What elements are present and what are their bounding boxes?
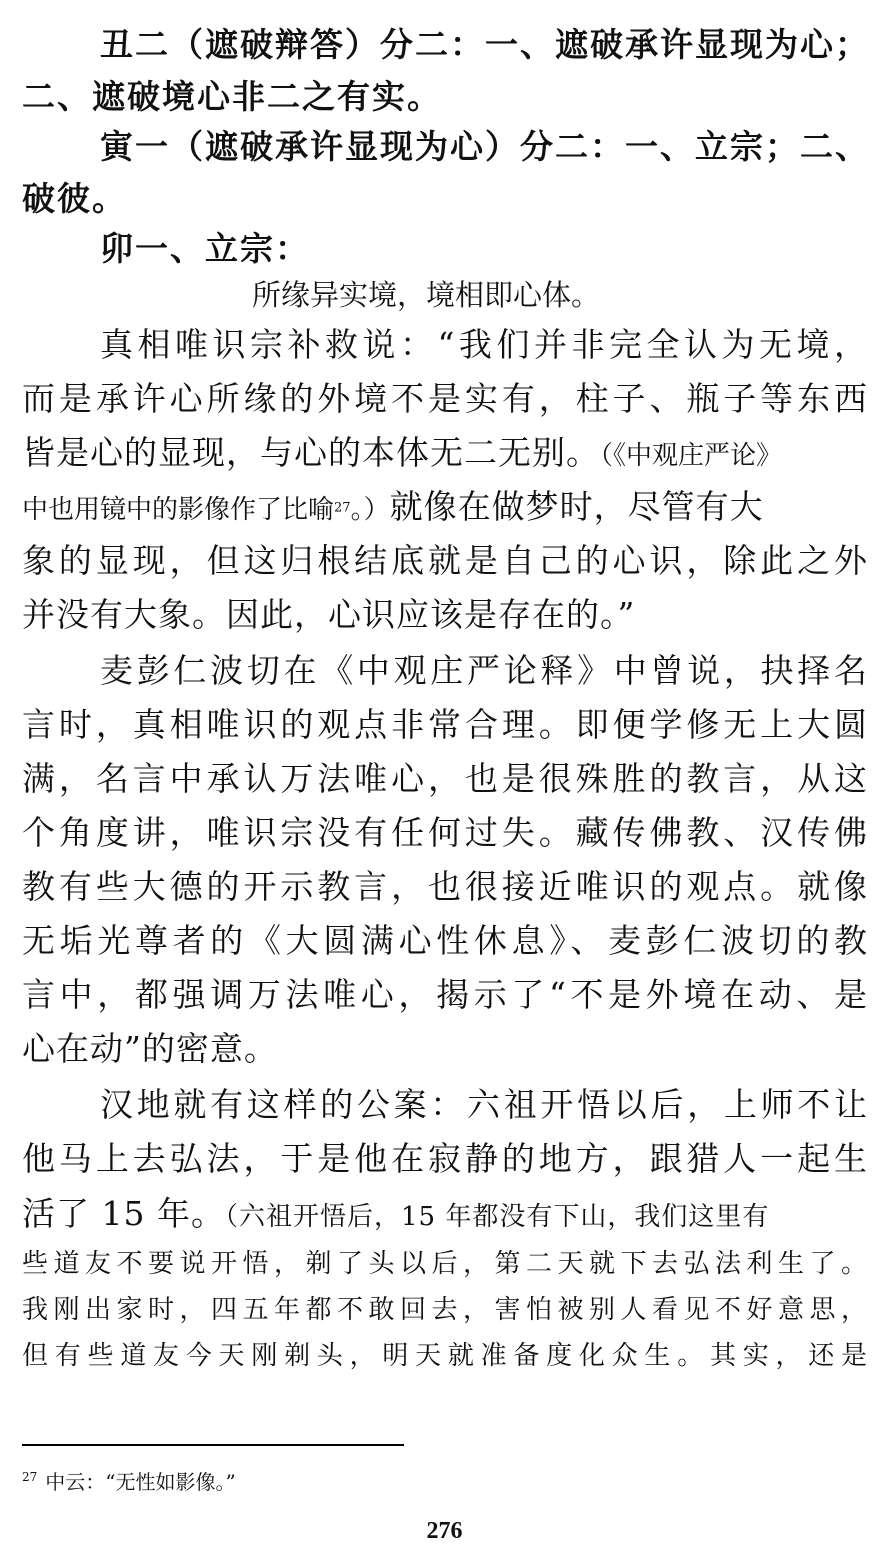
para1-line4-note: 中也用镜中的影像作了比喻 — [22, 495, 335, 525]
para2-line4: 个角度讲，唯识宗没有任何过失。藏传佛教、汉传佛 — [22, 813, 868, 852]
para1-line2: 而是承许心所缘的外境不是实有，柱子、瓶子等东西 — [22, 379, 868, 418]
footnote-separator — [22, 1444, 404, 1446]
section-heading-1-cont: 二、遮破境心非二之有实。 — [22, 77, 442, 116]
verse-line: 所缘异实境，境相即心体。 — [252, 278, 601, 312]
para3-line2: 他马上去弘法，于是他在寂静的地方，跟猎人一起生 — [22, 1139, 868, 1178]
section-heading-3: 卯一、立宗： — [100, 229, 310, 268]
para1-line3-text: 皆是心的显现，与心的本体无二无别。 — [22, 433, 600, 472]
para3-line5: 我刚出家时，四五年都不敢回去，害怕被别人看见不好意思， — [22, 1295, 868, 1325]
section-heading-2: 寅一（遮破承许显现为心）分二：一、立宗；二、 — [100, 127, 870, 166]
para1-line3 — [22, 433, 868, 472]
para2-line1: 麦彭仁波切在《中观庄严论释》中曾说，抉择名 — [100, 651, 868, 690]
para3-line3-text: 活了 15 年。 — [22, 1194, 225, 1233]
para3-line3 — [22, 1194, 868, 1233]
footnote — [22, 1466, 236, 1495]
para2-line7: 言中，都强调万法唯心，揭示了“不是外境在动、是 — [22, 975, 868, 1014]
section-heading-2-cont: 破彼。 — [22, 179, 127, 218]
para1-line6: 并没有大象。因此，心识应该是存在的。” — [22, 595, 636, 634]
para1-line4-note-end: 。） — [350, 495, 390, 525]
para1-line3-note: （《中观庄严论》 — [600, 441, 783, 471]
para3-line3-note: （六祖开悟后，15 年都没有下山，我们这里有 — [224, 1202, 770, 1232]
footnote-number: 27 — [22, 1470, 38, 1485]
footnote-text: 中云：“无性如影像。” — [45, 1470, 236, 1494]
para1-line5: 象的显现，但这归根结底就是自己的心识，除此之外 — [22, 541, 868, 580]
para1-line4 — [22, 487, 868, 526]
para2-line8: 心在动”的密意。 — [22, 1029, 278, 1068]
para3-line1: 汉地就有这样的公案：六祖开悟以后，上师不让 — [100, 1085, 868, 1124]
para1-line4-text: 就像在做梦时，尽管有大 — [389, 487, 764, 526]
para2-line2: 言时，真相唯识的观点非常合理。即便学修无上大圆 — [22, 705, 868, 744]
para3-line6: 但有些道友今天刚剃头，明天就准备度化众生。其实，还是 — [22, 1341, 868, 1371]
para1-line1: 真相唯识宗补救说：“我们并非完全认为无境， — [100, 325, 868, 364]
para2-line3: 满，名言中承认万法唯心，也是很殊胜的教言，从这 — [22, 759, 868, 798]
para2-line5: 教有些大德的开示教言，也很接近唯识的观点。就像 — [22, 867, 868, 906]
page-number: 276 — [426, 1518, 463, 1544]
para3-line4: 些道友不要说开悟，剃了头以后，第二天就下去弘法利生了。 — [22, 1249, 868, 1279]
footnote-ref-27: 27 — [334, 500, 351, 516]
section-heading-1: 丑二（遮破辩答）分二：一、遮破承许显现为心； — [100, 25, 870, 64]
para2-line6: 无垢光尊者的《大圆满心性休息》、麦彭仁波切的教 — [22, 921, 868, 960]
